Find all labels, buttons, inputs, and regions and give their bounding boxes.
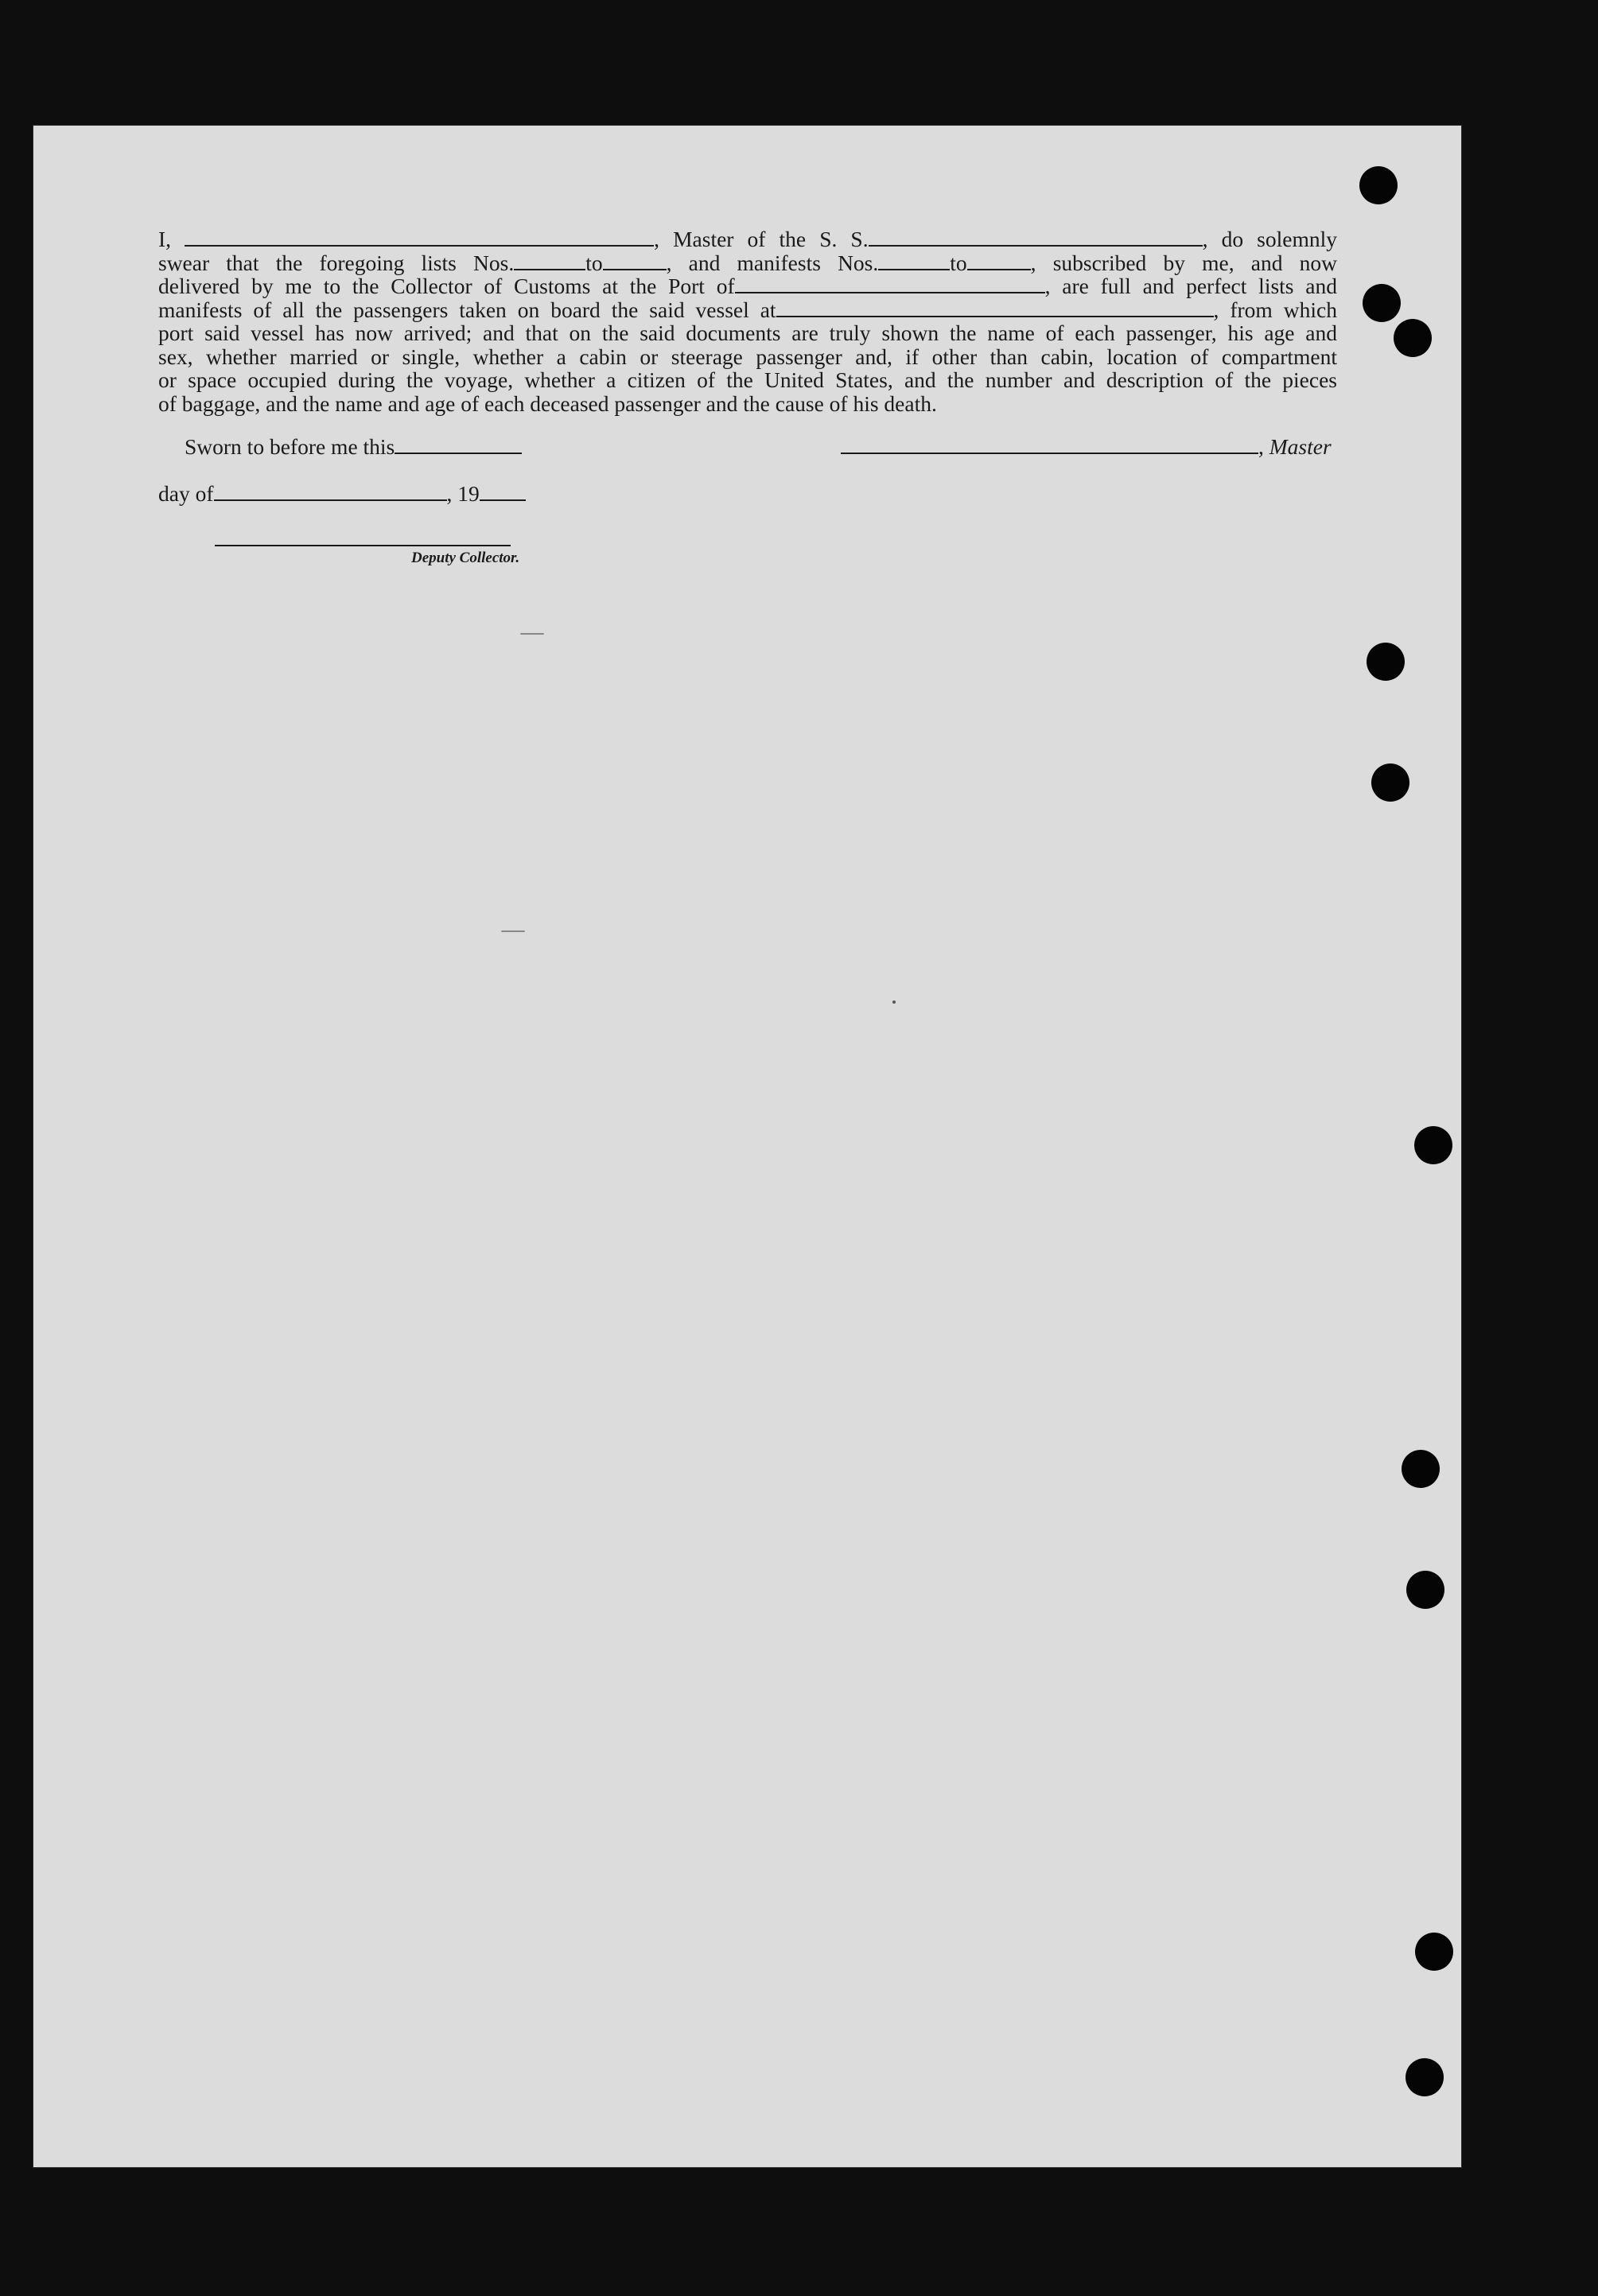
fill-in-blank[interactable] (514, 253, 585, 270)
oath-line (158, 321, 1337, 345)
sworn-day-blank[interactable] (395, 437, 522, 454)
oath-text: , from which (1213, 297, 1337, 322)
punch-hole (1406, 1571, 1444, 1609)
oath-text: , subscribed by me, and now (1030, 250, 1337, 275)
oath-line (158, 227, 1337, 251)
punch-hole (1359, 166, 1398, 204)
oath-line (158, 345, 1337, 369)
oath-text: of baggage, and the name and age of each deceased passenger and the cause of his death. (158, 390, 937, 416)
master-signature-blank[interactable] (841, 437, 1258, 454)
master-signature-line (841, 434, 1332, 460)
oath-text: I, (158, 227, 185, 251)
fill-in-blank[interactable] (776, 300, 1214, 317)
oath-text: , are full and perfect lists and (1044, 274, 1337, 298)
oath-paragraph (158, 227, 1337, 415)
paper-speck (520, 633, 544, 635)
oath-text: to (950, 250, 967, 275)
year-prefix: , 19 (446, 481, 480, 506)
oath-text: delivered by me to the Collector of Customs at the Port of (158, 274, 735, 298)
oath-text: to (585, 250, 603, 275)
oath-line (158, 251, 1337, 275)
punch-hole (1406, 2058, 1444, 2096)
fill-in-blank[interactable] (878, 253, 950, 270)
oath-text: , Master of the S. S. (654, 227, 869, 251)
oath-text: , and manifests Nos. (666, 250, 879, 275)
day-of-line (158, 481, 526, 507)
manifest-form-page (33, 126, 1461, 2167)
oath-text: or space occupied during the voyage, whether a citizen of the United States, and the number and description of the pieces (158, 367, 1337, 392)
deputy-collector-label: Deputy Collector. (411, 550, 520, 566)
deputy-collector-signature-rule (215, 545, 511, 546)
oath-text: manifests of all the passengers taken on board the said vessel at (158, 297, 776, 322)
year-blank[interactable] (480, 484, 526, 501)
oath-text: port said vessel has now arrived; and that on the said documents are truly shown the name of each passenger, his age and (158, 321, 1337, 345)
fill-in-blank[interactable] (967, 253, 1031, 270)
oath-text: sex, whether married or single, whether a cabin or steerage passenger and, if other than cabin, location of compartment (158, 344, 1337, 369)
punch-hole (1363, 284, 1401, 322)
punch-hole (1402, 1450, 1440, 1488)
punch-hole (1367, 643, 1405, 681)
oath-line (158, 274, 1337, 298)
punch-hole (1414, 1126, 1452, 1164)
oath-line (158, 298, 1337, 322)
oath-text: , do solemnly (1202, 227, 1337, 251)
oath-line (158, 392, 1337, 416)
day-of-text: day of (158, 481, 214, 506)
master-label: Master (1269, 434, 1332, 459)
oath-text: swear that the foregoing lists Nos. (158, 250, 515, 275)
paper-speck (501, 930, 525, 932)
paper-speck (892, 1000, 896, 1004)
fill-in-blank[interactable] (869, 229, 1203, 247)
punch-hole (1415, 1933, 1453, 1971)
punch-hole (1371, 763, 1409, 802)
punch-hole (1394, 319, 1432, 357)
month-blank[interactable] (214, 484, 447, 501)
fill-in-blank[interactable] (735, 276, 1045, 293)
fill-in-blank[interactable] (603, 253, 667, 270)
sworn-text: Sworn to before me this (185, 434, 395, 459)
oath-line (158, 368, 1337, 392)
master-suffix: , (1258, 434, 1269, 459)
fill-in-blank[interactable] (185, 229, 654, 247)
sworn-before-line (185, 434, 522, 460)
